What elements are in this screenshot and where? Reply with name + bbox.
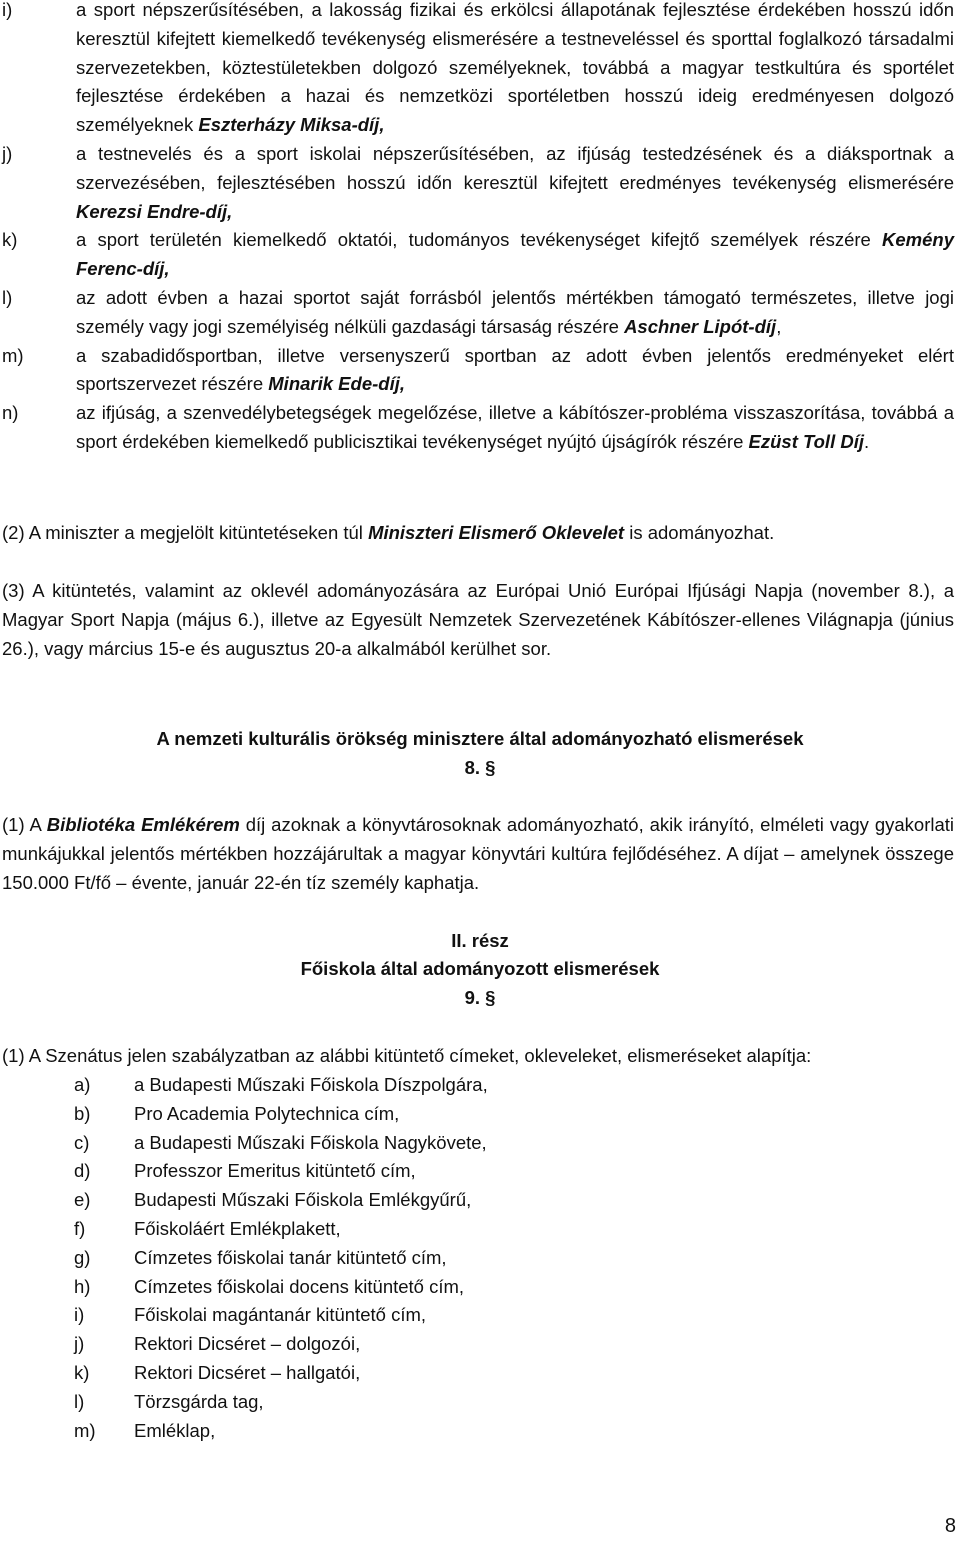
list-item (0, 1359, 960, 1388)
item-label: i) (74, 1304, 85, 1326)
item-label: g) (74, 1246, 91, 1268)
list-item (0, 1417, 960, 1446)
paragraph-3: (3) A kitüntetés, valamint az oklevél adományozására az Európai Unió Európai Ifjúsági Napja (november 8.), a Magyar Sport Napja (május 6.), illetve az Egyesült Nemzetek Szervezetének Kábítószer-ellenes Világnapja (június 26.), vagy március 15-e és augusztus 20-a alkalmából kerülhet sor. (2, 580, 954, 659)
award-name: Bibliotéka Emlékérem (46, 814, 240, 835)
item-label: k) (74, 1361, 90, 1383)
item-label: c) (74, 1131, 90, 1153)
list-item (0, 1330, 960, 1359)
item-text: Budapesti Műszaki Főiskola Emlékgyűrű, (134, 1189, 472, 1211)
item-text: Rektori Dicséret – hallgatói, (134, 1361, 361, 1383)
paragraph-8-1: (1) A Bibliotéka Emlékérem díj azoknak a könyvtárosoknak adományozható, akik irányító, elméleti vagy gyakorlati munkájukkal jelentős mértékben hozzájárultak a magyar könyvtári kultúra fejlődéséhez. A díjat – amelynek összege 150.000 Ft/fő – évente, január 22-én tíz személy kaphatja. (2, 814, 955, 893)
list-item (0, 1301, 960, 1330)
item-label: m) (2, 344, 24, 366)
item-text: az adott évben a hazai sportot saját forrásból jelentős mértékben támogató természetes, illetve jogi személy vagy jogi személyiség nélküli gazdasági társaság részére Aschner Lipót-díj, (76, 286, 954, 337)
title-list (0, 1071, 960, 1445)
item-text: a sport területén kiemelkedő oktatói, tudományos tevékenységet kifejtő személyek részére Kemény Ferenc-díj, (76, 229, 954, 280)
list-item (0, 140, 960, 226)
list-item (0, 399, 960, 457)
page-number: 8 (944, 1515, 956, 1538)
award-name: Ezüst Toll Díj (748, 430, 864, 452)
item-label: m) (74, 1419, 96, 1441)
list-item (0, 1129, 960, 1158)
item-text: a szabadidősportban, illetve versenyszerű sportban az adott évben jelentős eredményeket elért sportszervezet részére Minarik Ede-díj, (76, 344, 954, 395)
award-name: Miniszteri Elismerő Oklevelet (368, 522, 625, 543)
item-label: l) (2, 286, 13, 308)
item-text: Törzsgárda tag, (134, 1390, 264, 1412)
item-label: f) (74, 1217, 86, 1239)
award-list (0, 0, 960, 457)
item-label: n) (2, 402, 19, 424)
award-name: Kemény Ferenc-díj, (76, 229, 954, 280)
item-text: Rektori Dicséret – dolgozói, (134, 1333, 361, 1355)
item-label: d) (74, 1160, 91, 1182)
item-text: Emléklap, (134, 1419, 216, 1441)
item-label: j) (2, 142, 13, 164)
list-item (0, 1273, 960, 1302)
list-item (0, 226, 960, 284)
paragraph-2: (2) A miniszter a megjelölt kitüntetéseken túl Miniszteri Elismerő Oklevelet is adományozhat. (2, 522, 775, 543)
item-text: a Budapesti Műszaki Főiskola Nagykövete, (134, 1131, 487, 1153)
list-item (0, 342, 960, 400)
list-item (0, 1388, 960, 1417)
list-item (0, 1244, 960, 1273)
item-text: a sport népszerűsítésében, a lakosság fizikai és erkölcsi állapotának fejlesztése érdekében hosszú időn keresztül kifejtett kiemelkedő tevékenység elismerésére a testneveléssel és sporttal foglalkozó társadalmi szervezetekben, köztestületekben dolgozó személyeknek, továbbá a magyar testkultúra és sportélet fejlesztése érdekében a hazai és nemzetközi sportéletben hosszú ideig eredményesen dolgozó személyeknek Eszterházy Miksa-díj, (76, 0, 954, 136)
award-name: Minarik Ede-díj, (268, 373, 405, 395)
item-label: j) (74, 1333, 85, 1355)
section-number: 8. § (464, 757, 496, 778)
item-text: Professzor Emeritus kitüntető cím, (134, 1160, 416, 1182)
list-item (0, 284, 960, 342)
item-text: Címzetes főiskolai tanár kitüntető cím, (134, 1246, 447, 1268)
item-text: Pro Academia Polytechnica cím, (134, 1102, 400, 1124)
list-item (0, 1215, 960, 1244)
item-label: a) (74, 1074, 91, 1095)
section-number: 9. § (464, 987, 496, 1008)
award-name: Eszterházy Miksa-díj, (198, 114, 385, 136)
list-item (0, 1186, 960, 1215)
item-text: az ifjúság, a szenvedélybetegségek megelőzése, illetve a kábítószer-probléma visszaszorítása, továbbá a sport érdekében kiemelkedő publicisztikai tevékenységet nyújtó újságírók részére Ezüst Toll Díj. (76, 402, 954, 452)
item-label: k) (2, 229, 18, 251)
list-item (0, 0, 960, 140)
item-text: a Budapesti Műszaki Főiskola Díszpolgára, (134, 1074, 488, 1095)
award-name: Kerezsi Endre-díj, (76, 200, 233, 222)
part-title: II. rész (451, 930, 509, 951)
item-text: Főiskoláért Emlékplakett, (134, 1217, 341, 1239)
list-item (0, 1071, 960, 1100)
award-name: Aschner Lipót-díj (624, 315, 777, 337)
item-label: l) (74, 1390, 85, 1412)
part-heading: Főiskola által adományozott elismerések (300, 958, 660, 979)
item-text: Főiskolai magántanár kitüntető cím, (134, 1304, 427, 1326)
item-label: i) (2, 0, 13, 20)
list-item (0, 1157, 960, 1186)
paragraph-9-1: (1) A Szenátus jelen szabályzatban az alábbi kitüntető címeket, okleveleket, elismeréseket alapítja: (2, 1045, 812, 1066)
item-label: e) (74, 1189, 91, 1211)
item-label: b) (74, 1102, 91, 1124)
list-item (0, 1100, 960, 1129)
item-text: Címzetes főiskolai docens kitüntető cím, (134, 1275, 465, 1297)
section-heading: A nemzeti kulturális örökség minisztere által adományozható elismerések (156, 728, 804, 749)
item-text: a testnevelés és a sport iskolai népszerűsítésében, az ifjúság testedzésének és a diáksportnak a szervezésében, fejlesztésében hosszú időn keresztül kifejtett eredményes tevékenység elismerésére Kerezsi Endre-díj, (76, 142, 954, 222)
item-label: h) (74, 1275, 91, 1297)
